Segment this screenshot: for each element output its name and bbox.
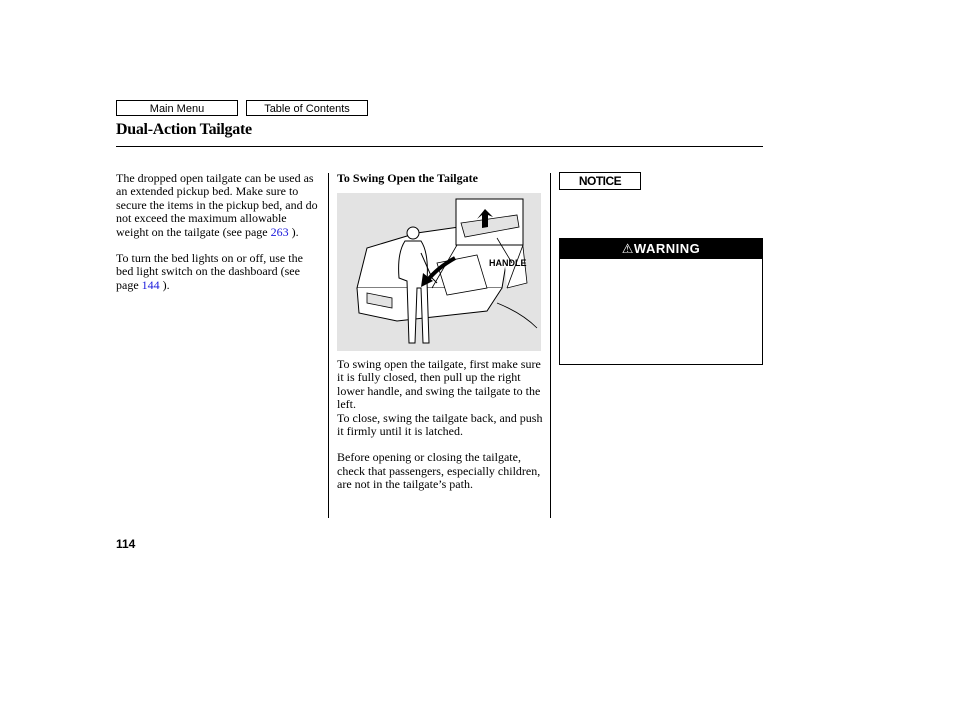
tailgate-drawing-icon (337, 193, 541, 351)
left-column (116, 172, 320, 305)
tailgate-illustration (337, 193, 541, 351)
warning-header: ⚠WARNING (560, 239, 762, 259)
page-title: Dual-Action Tailgate (116, 121, 252, 138)
page-link-144[interactable]: 144 (141, 277, 160, 292)
left-paragraph-2: To turn the bed lights on or off, use the bed light switch on the dashboard (see page 144 ). (116, 251, 303, 292)
middle-paragraph-2: To close, swing the tailgate back, and push it firmly until it is latched. (337, 410, 543, 439)
column-divider-right (550, 173, 551, 518)
page-number: 114 (116, 537, 136, 551)
middle-paragraph-3: Before opening or closing the tailgate, check that passengers, especially children, are not in the tailgate’s path. (337, 450, 541, 492)
column-divider-left (328, 173, 329, 518)
table-of-contents-button[interactable]: Table of Contents (246, 100, 368, 116)
warning-triangle-icon: ⚠ (621, 241, 634, 256)
left-paragraph-1: The dropped open tailgate can be used as an extended pickup bed. Make sure to secure the items in the pickup bed, and do not exceed the maximum allowable weight on the tailgate (see page 263 ). (116, 171, 318, 239)
page-link-263[interactable]: 263 (270, 224, 289, 239)
section-subheading: To Swing Open the Tailgate (337, 171, 478, 185)
warning-box (559, 238, 763, 365)
middle-column (337, 172, 543, 191)
title-divider (116, 146, 763, 147)
middle-paragraph-1: To swing open the tailgate, first make sure it is fully closed, then pull up the right lower handle, and swing the tailgate to the left. (337, 357, 541, 412)
middle-column-text (337, 358, 543, 505)
main-menu-button[interactable]: Main Menu (116, 100, 238, 116)
notice-badge: NOTICE (559, 172, 641, 190)
handle-label: HANDLE (489, 258, 527, 268)
